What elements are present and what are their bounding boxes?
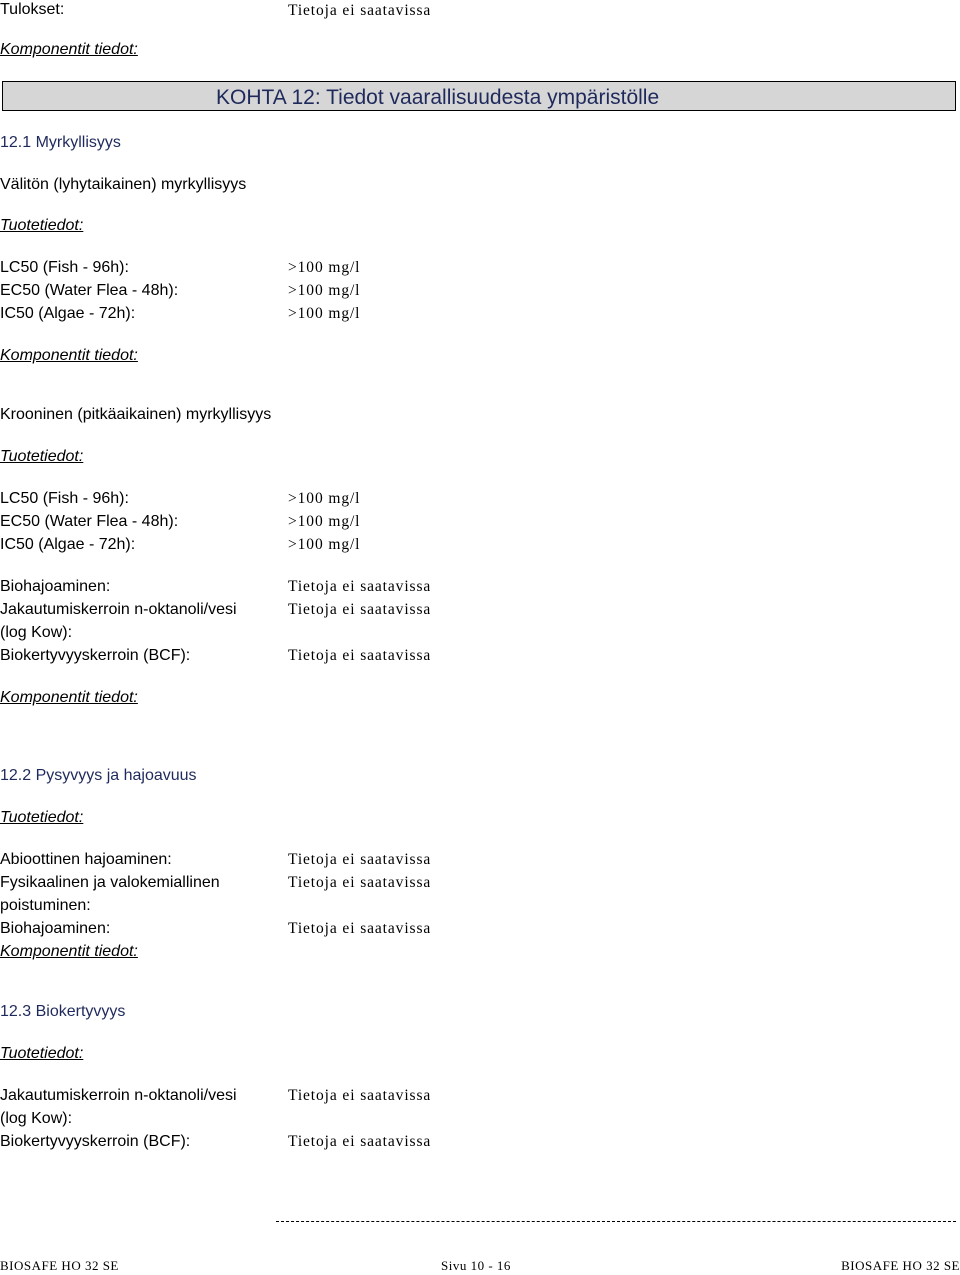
- subsection-heading-12-1: 12.1 Myrkyllisyys: [0, 134, 121, 151]
- abiotic-degradation-label: Abioottinen hajoaminen:: [0, 851, 172, 868]
- product-info-heading: Tuotetiedot:: [0, 809, 84, 826]
- footer-page-number: Sivu 10 - 16: [441, 1258, 511, 1273]
- chronic-row-value: >100 mg/l: [288, 536, 361, 553]
- bcf-label: Biokertyvyyskerroin (BCF):: [0, 1133, 191, 1150]
- chronic-row-label: EC50 (Water Flea - 48h):: [0, 513, 179, 530]
- acute-row-value: >100 mg/l: [288, 305, 361, 322]
- product-info-heading: Tuotetiedot:: [0, 448, 84, 465]
- components-heading: Komponentit tiedot:: [0, 689, 138, 706]
- abiotic-degradation-value: Tietoja ei saatavissa: [288, 851, 432, 868]
- chronic-row-value: >100 mg/l: [288, 513, 361, 530]
- bcf-value: Tietoja ei saatavissa: [288, 1133, 432, 1150]
- footer-product-right: BIOSAFE HO 32 SE: [841, 1258, 960, 1273]
- acute-row-label: IC50 (Algae - 72h):: [0, 305, 136, 322]
- chronic-row-label: IC50 (Algae - 72h):: [0, 536, 136, 553]
- partition-coefficient-value: Tietoja ei saatavissa: [288, 1087, 432, 1104]
- biodegradation-label: Biohajoaminen:: [0, 578, 111, 595]
- biodegradation-label: Biohajoaminen:: [0, 920, 111, 937]
- partition-coefficient-value: Tietoja ei saatavissa: [288, 601, 432, 618]
- subsection-heading-12-2: 12.2 Pysyvyys ja hajoavuus: [0, 767, 197, 784]
- biodegradation-value: Tietoja ei saatavissa: [288, 578, 432, 595]
- acute-toxicity-title: Välitön (lyhytaikainen) myrkyllisyys: [0, 176, 247, 193]
- biodegradation-value: Tietoja ei saatavissa: [288, 920, 432, 937]
- components-heading: Komponentit tiedot:: [0, 347, 138, 364]
- footer-divider: [276, 1221, 956, 1222]
- chronic-toxicity-title: Krooninen (pitkäaikainen) myrkyllisyys: [0, 406, 272, 423]
- photochemical-removal-value: Tietoja ei saatavissa: [288, 874, 432, 891]
- product-info-heading: Tuotetiedot:: [0, 1045, 84, 1062]
- partition-coefficient-label-cont: (log Kow):: [0, 1110, 73, 1127]
- partition-coefficient-label: Jakautumiskerroin n-oktanoli/vesi: [0, 601, 237, 618]
- partition-coefficient-label-cont: (log Kow):: [0, 624, 73, 641]
- section-title: KOHTA 12: Tiedot vaarallisuudesta ympäristölle: [216, 86, 660, 109]
- components-heading: Komponentit tiedot:: [0, 41, 138, 58]
- acute-row-label: EC50 (Water Flea - 48h):: [0, 282, 179, 299]
- photochemical-removal-label: Fysikaalinen ja valokemiallinen: [0, 874, 220, 891]
- results-value: Tietoja ei saatavissa: [288, 2, 432, 19]
- bcf-label: Biokertyvyyskerroin (BCF):: [0, 647, 191, 664]
- results-label: Tulokset:: [0, 1, 65, 18]
- acute-row-label: LC50 (Fish - 96h):: [0, 259, 129, 276]
- acute-row-value: >100 mg/l: [288, 259, 361, 276]
- chronic-row-value: >100 mg/l: [288, 490, 361, 507]
- product-info-heading: Tuotetiedot:: [0, 217, 84, 234]
- bcf-value: Tietoja ei saatavissa: [288, 647, 432, 664]
- acute-row-value: >100 mg/l: [288, 282, 361, 299]
- footer-product-left: BIOSAFE HO 32 SE: [0, 1258, 119, 1273]
- subsection-heading-12-3: 12.3 Biokertyvyys: [0, 1003, 126, 1020]
- partition-coefficient-label: Jakautumiskerroin n-oktanoli/vesi: [0, 1087, 237, 1104]
- photochemical-removal-label-cont: poistuminen:: [0, 897, 91, 914]
- chronic-row-label: LC50 (Fish - 96h):: [0, 490, 129, 507]
- components-heading: Komponentit tiedot:: [0, 943, 138, 960]
